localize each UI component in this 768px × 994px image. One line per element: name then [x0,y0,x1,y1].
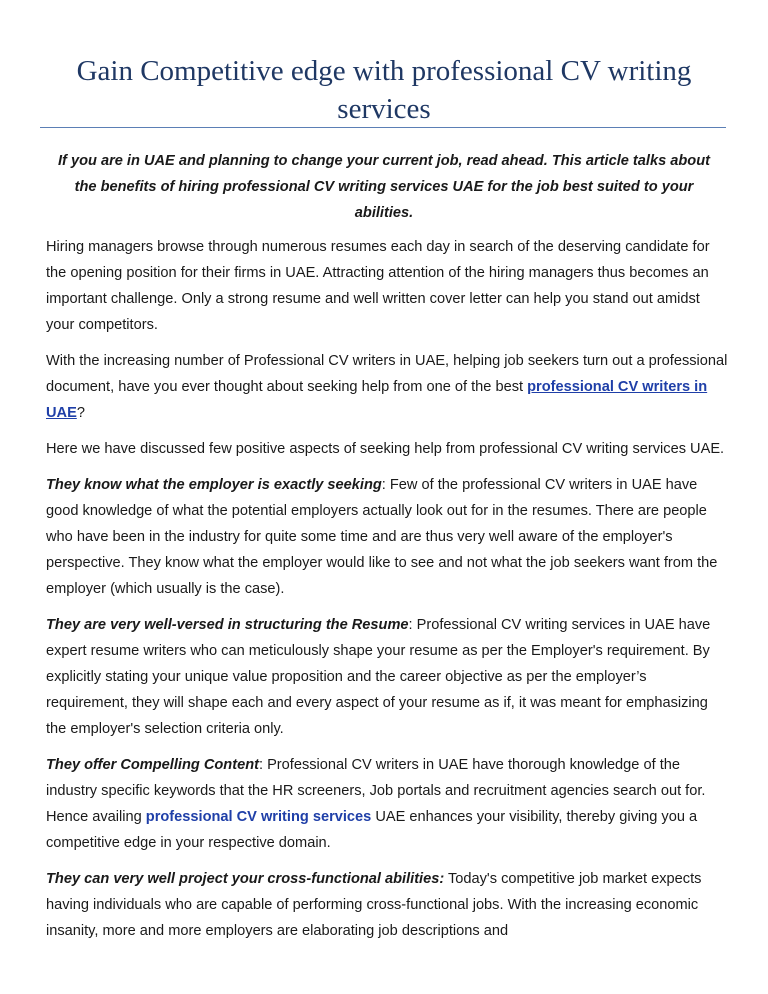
section-text: : Professional CV writers in UAE have thorough knowledge of the industry specific keywords that the HR screeners, Job portals and recruitment agencies search out for. Hence availing [46,757,706,825]
paragraph-text: ? [76,405,85,421]
section-lead: They are very well-versed in structuring the Resume [46,617,409,633]
paragraph-cv-writers [46,348,728,426]
section-lead: They know what the employer is exactly seeking [46,477,382,493]
section-text: UAE enhances your visibility, thereby giving you a competitive edge in your respective domain. [46,809,698,851]
intro-paragraph: If you are in UAE and planning to change your current job, read ahead. This article talks about the benefits of hiring professional CV writing services UAE for the job best suited to your abilities. [58,153,710,221]
paragraph-hiring-managers: Hiring managers browse through numerous resumes each day in search of the deserving candidate for the opening position for their firms in UAE. Attracting attention of the hiring managers thus becomes an important challenge. Only a strong resume and well written cover letter can help you stand out amidst your competitors. [46,239,710,333]
section-lead: They offer Compelling Content [46,757,259,773]
section-compelling-content [46,752,728,856]
paragraph-positive-aspects: Here we have discussed few positive aspects of seeking help from professional CV writing services UAE. [46,441,725,457]
section-text: : Few of the professional CV writers in UAE have good knowledge of what the potential employers actually look out for in the resumes. There are people who have been in the industry for quite some time and are thus very well aware of the employer's perspective. They know what the employer would like to see and not what the job seekers want from the employer (which usually is the case). [46,477,718,597]
section-employer-seeking [46,472,728,602]
article-body [46,234,728,954]
page-title: Gain Competitive edge with professional CV writing services [76,55,692,125]
section-cross-functional [46,866,728,944]
professional-cv-writers-link[interactable]: professional CV writers in UAE [46,379,708,421]
title-divider [40,127,726,128]
paragraph-text: With the increasing number of Professional CV writers in UAE, helping job seekers turn out a professional document, have you ever thought about seeking help from one of the best [46,353,728,395]
section-text: : Professional CV writing services in UAE have expert resume writers who can meticulously shape your resume as per the Employer's requirement. By explicitly stating your unique value proposition and the career objective as per the employer’s requirement, they will shape each and every aspect of your resume as if, it was meant for emphasizing the employer's selection criteria only. [46,617,711,737]
section-lead: They can very well project your cross-functional abilities: [46,871,445,887]
section-text: Today's competitive job market expects having individuals who are capable of performing cross-functional jobs. With the increasing economic insanity, more and more employers are elaborating job descriptions and [46,871,702,939]
section-structuring-resume [46,612,728,742]
professional-cv-writing-services-link[interactable]: professional CV writing services [145,809,372,825]
